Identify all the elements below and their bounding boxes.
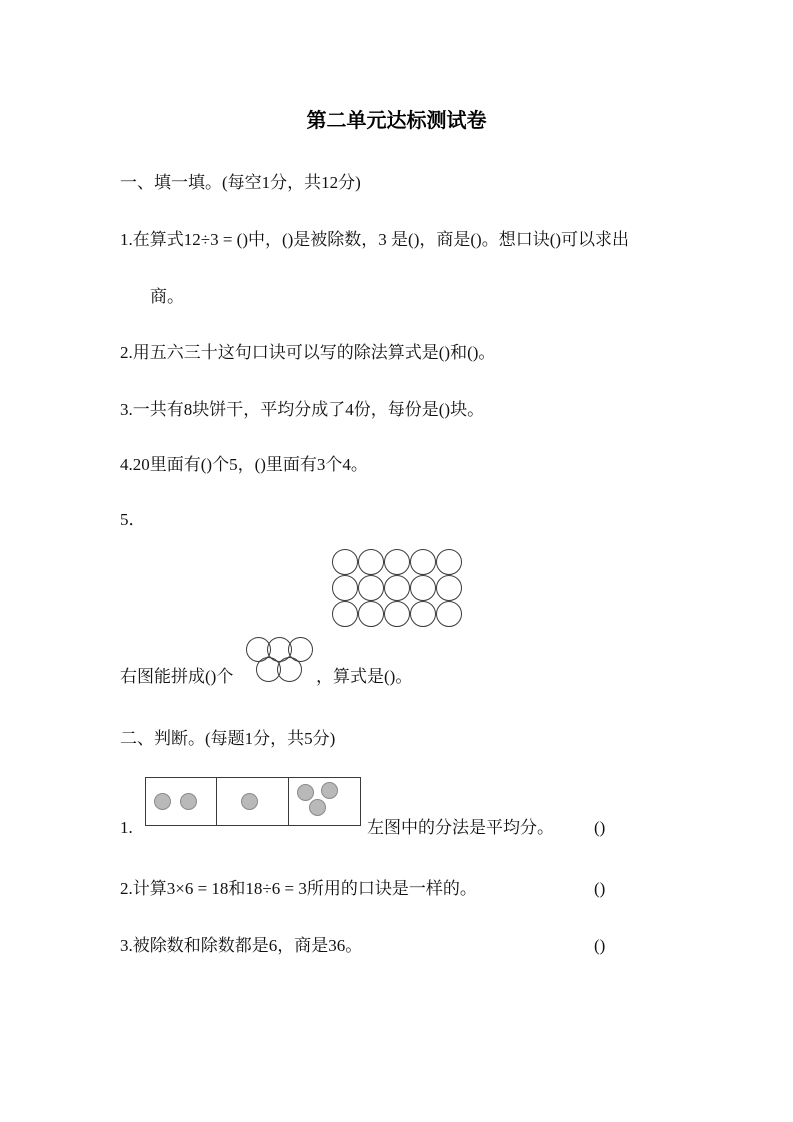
gray-dot xyxy=(180,793,197,810)
grid-circle xyxy=(436,575,462,601)
grid-circle xyxy=(384,549,410,575)
judge-2-text: 2.计算3×6 = 18和18÷6 = 3所用的口诀是一样的。 xyxy=(120,879,477,898)
question-2: 2.用五六三十这句口诀可以写的除法算式是()和()。 xyxy=(120,343,496,362)
grid-circle xyxy=(358,575,384,601)
judge-1-text: 左图中的分法是平均分。 xyxy=(367,818,554,837)
grid-circle xyxy=(436,601,462,627)
question-1-line-2: 商。 xyxy=(150,287,184,306)
gray-dot xyxy=(297,784,314,801)
question-5-text-after: ，算式是()。 xyxy=(316,667,413,686)
gray-dot xyxy=(321,782,338,799)
judge-3-answer: () xyxy=(594,936,606,955)
grid-circle xyxy=(332,601,358,627)
gray-dot xyxy=(309,799,326,816)
judgment-figure xyxy=(145,777,361,826)
grid-circle xyxy=(358,549,384,575)
cluster-circle xyxy=(277,657,302,682)
judgment-cell xyxy=(217,777,289,826)
question-3: 3.一共有8块饼干，平均分成了4份，每份是()块。 xyxy=(120,400,485,419)
question-5-number: 5． xyxy=(120,510,146,529)
grid-circle xyxy=(332,549,358,575)
grid-circle xyxy=(384,601,410,627)
grid-circle xyxy=(410,575,436,601)
judge-1-number: 1. xyxy=(120,818,133,837)
question-4: 4.20里面有()个5，()里面有3个4。 xyxy=(120,455,368,474)
question-1-line-1: 1.在算式12÷3 = ()中，()是被除数，3 是()，商是()。想口诀()可以求出 xyxy=(120,230,630,249)
grid-circle xyxy=(358,601,384,627)
section-two-heading: 二、判断。(每题1分，共5分) xyxy=(120,729,336,748)
grid-circle xyxy=(436,549,462,575)
page-title: 第二单元达标测试卷 xyxy=(306,110,487,132)
judge-3-text: 3.被除数和除数都是6，商是36。 xyxy=(120,936,363,955)
question-5-text-before: 右图能拼成()个 xyxy=(120,667,234,686)
grid-circle xyxy=(384,575,410,601)
judge-2-answer: () xyxy=(594,879,606,898)
grid-circle xyxy=(332,575,358,601)
grid-circle xyxy=(410,601,436,627)
judgment-cell xyxy=(145,777,217,826)
circle-grid xyxy=(332,549,462,627)
gray-dot xyxy=(154,793,171,810)
grid-circle xyxy=(410,549,436,575)
rings-cluster xyxy=(246,637,313,682)
judge-1-answer: () xyxy=(594,818,606,837)
gray-dot xyxy=(241,793,258,810)
section-one-heading: 一、填一填。(每空1分，共12分) xyxy=(120,173,361,192)
judgment-cell xyxy=(289,777,361,826)
